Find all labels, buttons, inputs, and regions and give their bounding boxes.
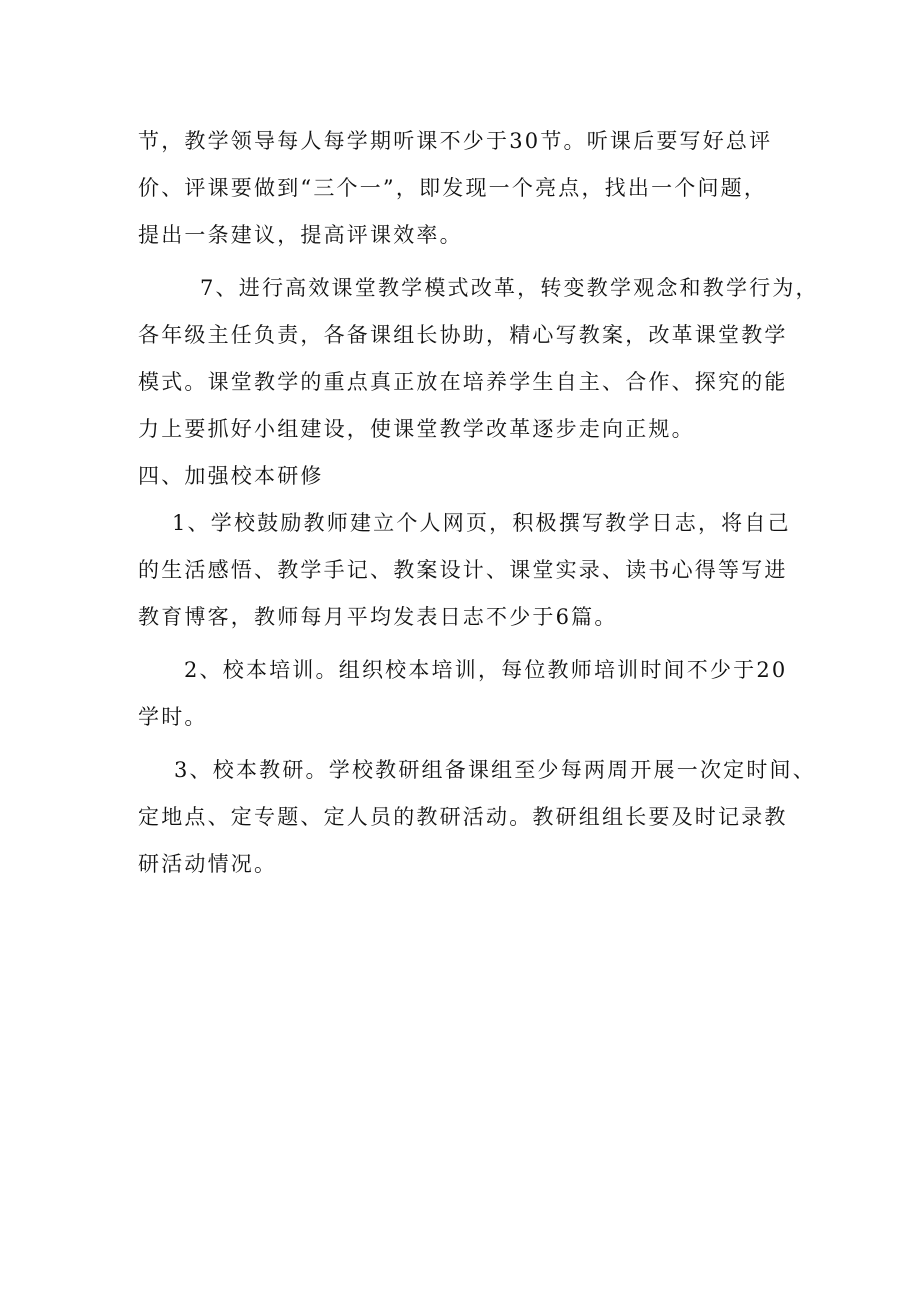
text-line: 的生活感悟、教学手记、教案设计、课堂实录、读书心得等写进 (138, 558, 788, 582)
text-line: 7、进行高效课堂教学模式改革，转变教学观念和教学行为， (200, 276, 819, 300)
text-line: 模式。课堂教学的重点真正放在培养学生自主、合作、探究的能 (138, 370, 788, 394)
text-line: 节，教学领导每人每学期听课不少于30节。听课后要写好总评 (138, 129, 773, 153)
paragraph-item-2 (138, 647, 798, 741)
paragraph-item-1 (138, 500, 798, 641)
paragraph-item-7 (138, 265, 819, 453)
text-line: 学时。 (138, 705, 208, 729)
paragraph-observation-rules (138, 118, 798, 259)
text-line: 研活动情况。 (138, 852, 278, 876)
text-line: 力上要抓好小组建设，使课堂教学改革逐步走向正规。 (138, 417, 695, 441)
text-line: 2、校本培训。组织校本培训，每位教师培训时间不少于20 (184, 658, 788, 682)
text-line: 各年级主任负责，各备课组长协助，精心写教案，改革课堂教学 (138, 323, 788, 347)
text-line: 提出一条建议，提高评课效率。 (138, 223, 463, 247)
text-line: 定地点、定专题、定人员的教研活动。教研组组长要及时记录教 (138, 805, 788, 829)
section-heading: 四、加强校本研修 (138, 464, 324, 488)
section-heading-4 (138, 453, 798, 500)
paragraph-item-3 (138, 747, 816, 888)
document-body (138, 118, 819, 888)
text-line: 3、校本教研。学校教研组备课组至少每两周开展一次定时间、 (174, 758, 816, 782)
text-line: 1、学校鼓励教师建立个人网页，积极撰写教学日志，将自己 (172, 511, 791, 535)
text-line: 价、评课要做到“三个一”，即发现一个亮点，找出一个问题， (138, 176, 768, 200)
text-line: 教育博客，教师每月平均发表日志不少于6篇。 (138, 605, 618, 629)
